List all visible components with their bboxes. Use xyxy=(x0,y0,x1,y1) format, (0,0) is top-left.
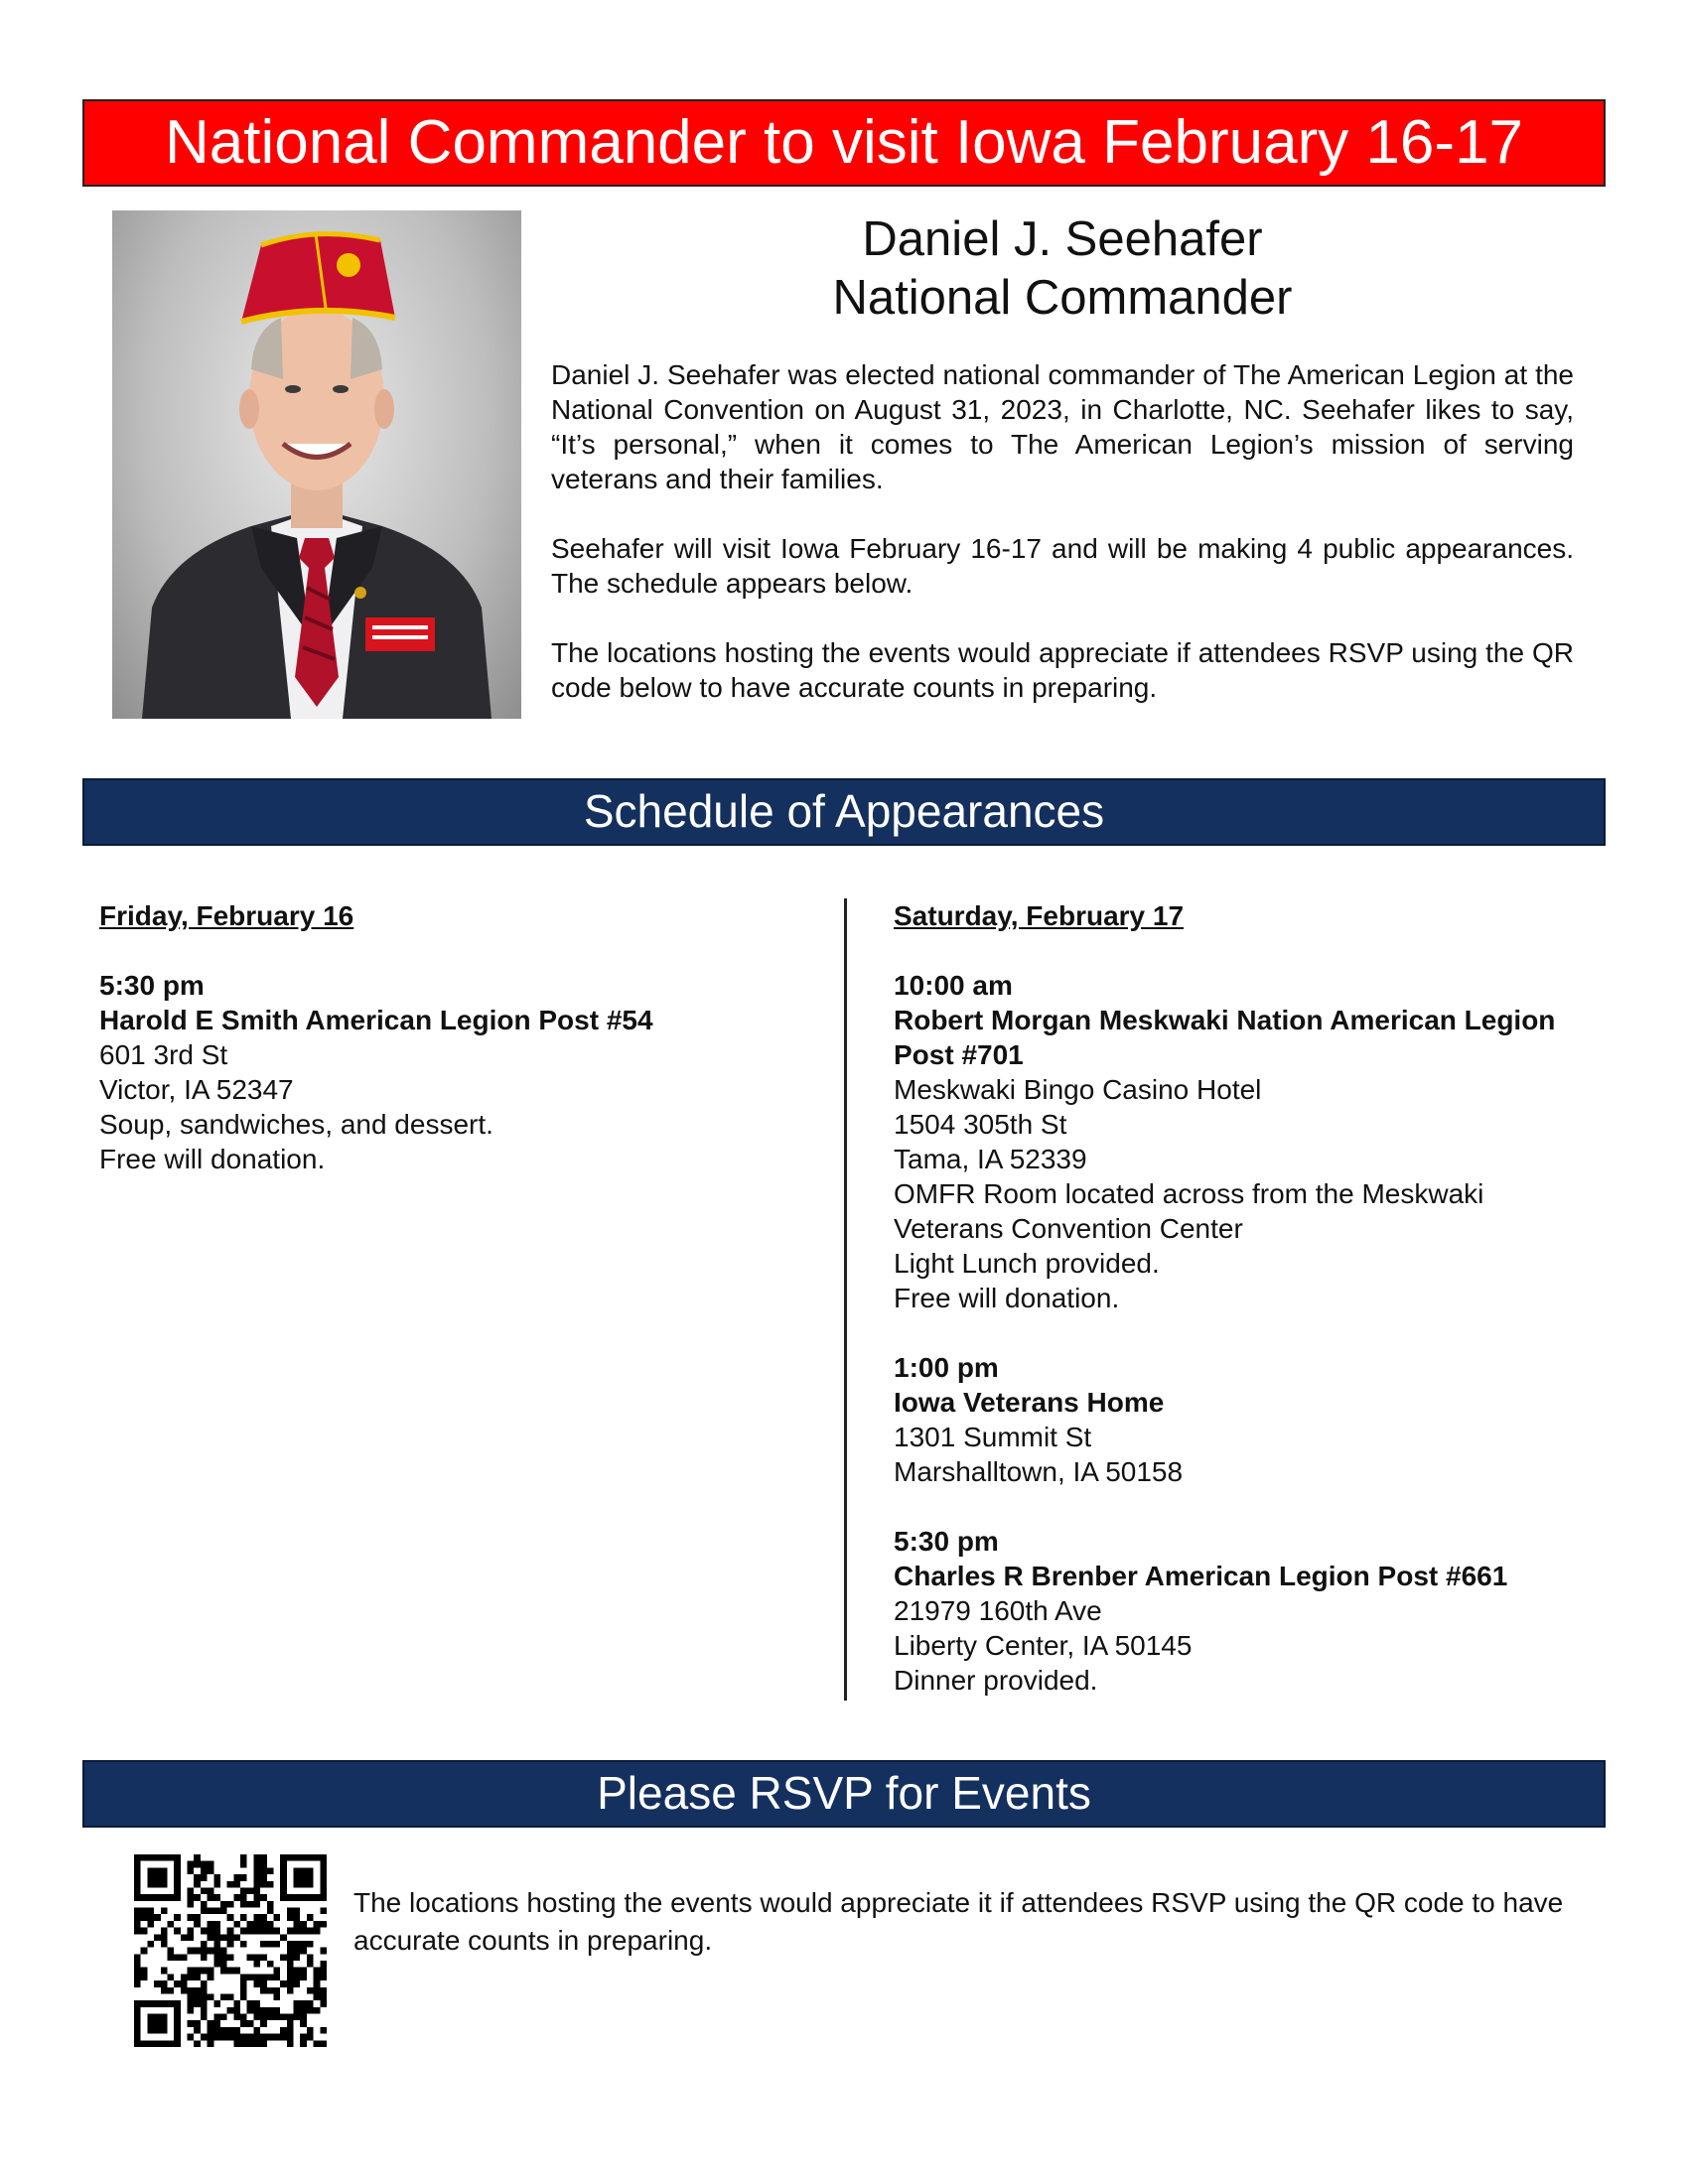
event-detail: Dinner provided. xyxy=(894,1665,1098,1696)
saturday-day-heading: Saturday, February 17 xyxy=(894,900,1185,931)
event-time: 5:30 pm xyxy=(99,970,205,1001)
event-detail: Tama, IA 52339 xyxy=(894,1144,1087,1174)
event-detail: Light Lunch provided. xyxy=(894,1248,1160,1279)
schedule-title: Schedule of Appearances xyxy=(583,785,1105,837)
event-time: 5:30 pm xyxy=(894,1526,999,1557)
commander-photo xyxy=(112,210,521,719)
friday-column xyxy=(99,898,814,1211)
event-venue: Robert Morgan Meskwaki Nation American Legion Post #701 xyxy=(894,1005,1556,1070)
bio-paragraph-2: Seehafer will visit Iowa February 16-17 and will be making 4 public appearances. The schedule appears below. xyxy=(551,533,1574,599)
event-venue: Charles R Brenber American Legion Post #661 xyxy=(894,1561,1508,1591)
rsvp-banner xyxy=(82,1760,1606,1828)
event-friday-1 xyxy=(99,968,814,1176)
event-detail: Marshalltown, IA 50158 xyxy=(894,1456,1184,1487)
event-time: 10:00 am xyxy=(894,970,1013,1001)
event-detail: 601 3rd St xyxy=(99,1039,228,1070)
commander-heading xyxy=(551,210,1574,328)
event-detail: Liberty Center, IA 50145 xyxy=(894,1630,1193,1661)
event-detail: Soup, sandwiches, and dessert. xyxy=(99,1109,493,1140)
event-detail: 1301 Summit St xyxy=(894,1422,1092,1452)
commander-role: National Commander xyxy=(832,271,1293,325)
commander-portrait-icon xyxy=(112,210,521,719)
page-title-banner xyxy=(82,99,1606,187)
event-saturday-3 xyxy=(894,1524,1569,1698)
event-saturday-2 xyxy=(894,1350,1569,1489)
column-divider xyxy=(844,898,847,1701)
event-detail: 1504 305th St xyxy=(894,1109,1067,1140)
event-venue: Harold E Smith American Legion Post #54 xyxy=(99,1005,653,1035)
event-detail: Victor, IA 52347 xyxy=(99,1074,294,1105)
event-detail: Free will donation. xyxy=(99,1144,326,1174)
page-title: National Commander to visit Iowa February 16-17 xyxy=(164,108,1524,177)
event-venue: Iowa Veterans Home xyxy=(894,1387,1165,1418)
qr-code-icon xyxy=(134,1854,327,2047)
commander-name: Daniel J. Seehafer xyxy=(862,212,1263,266)
commander-bio xyxy=(551,357,1574,740)
event-detail: Meskwaki Bingo Casino Hotel xyxy=(894,1074,1262,1105)
event-detail: 21979 160th Ave xyxy=(894,1595,1102,1626)
friday-day-heading: Friday, February 16 xyxy=(99,900,354,931)
rsvp-qr-code[interactable] xyxy=(134,1854,327,2047)
event-detail: Free will donation. xyxy=(894,1283,1120,1313)
rsvp-text: The locations hosting the events would appreciate it if attendees RSVP using the QR code to have accurate counts in preparing. xyxy=(353,1887,1564,1956)
event-time: 1:00 pm xyxy=(894,1352,999,1383)
event-saturday-1 xyxy=(894,968,1569,1315)
bio-paragraph-3: The locations hosting the events would appreciate if attendees RSVP using the QR code below to have accurate counts in preparing. xyxy=(551,637,1574,703)
saturday-column xyxy=(894,898,1569,1732)
event-detail: OMFR Room located across from the Meskwaki Veterans Convention Center xyxy=(894,1178,1484,1244)
schedule-banner xyxy=(82,778,1606,846)
bio-paragraph-1: Daniel J. Seehafer was elected national commander of The American Legion at the National Convention on August 31, 2023, in Charlotte, NC. Seehafer likes to say, “It’s personal,” when it comes to The American Legion’s mission of serving veterans and their families. xyxy=(551,359,1574,494)
rsvp-title: Please RSVP for Events xyxy=(597,1767,1091,1819)
